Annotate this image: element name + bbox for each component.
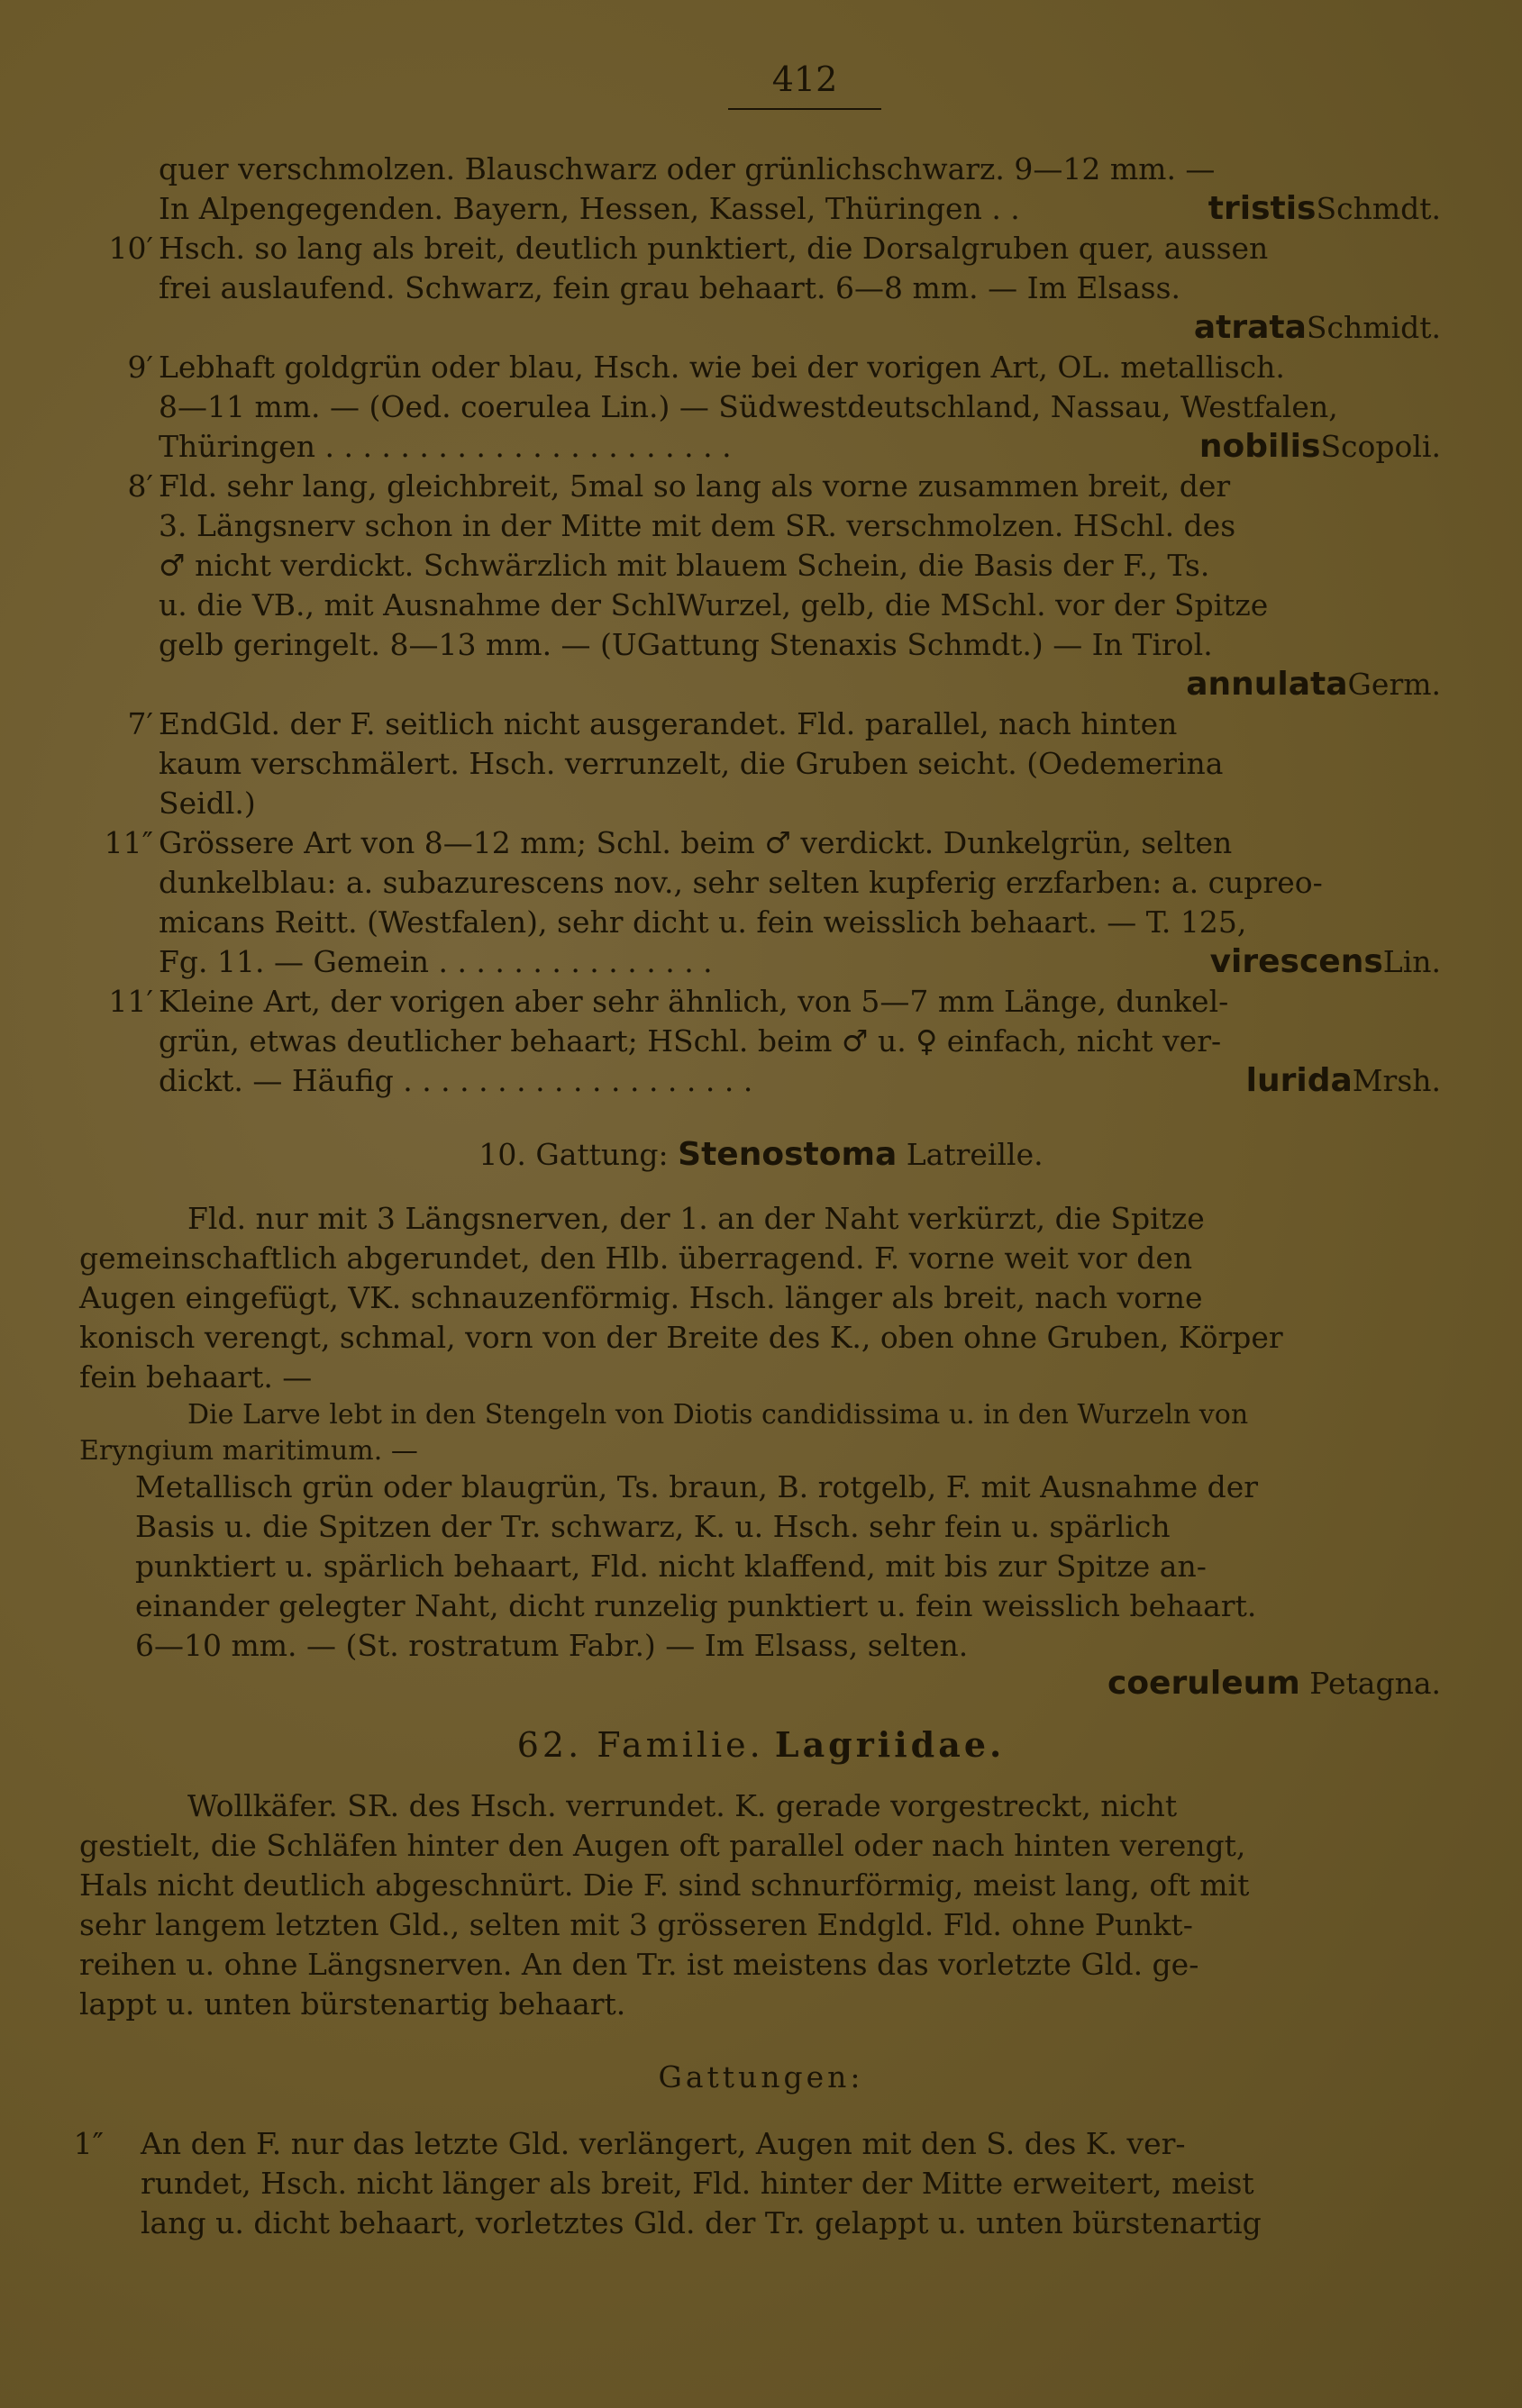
genera-heading	[0, 2057, 1522, 2098]
species-entry	[1210, 941, 1441, 983]
key-text: ♂ nicht verdickt. Schwärzlich mit blauem Schein, die Basis der F., Ts.	[159, 548, 1210, 583]
family_lines-text: gestielt, die Schläfen hinter den Augen oft parallel oder nach hinten verengt,	[79, 1828, 1246, 1863]
genus_lines-text: konisch verengt, schmal, vorn von der Breite des K., oben ohne Gruben, Körper	[79, 1320, 1283, 1355]
final-key-line	[0, 2203, 1522, 2244]
species_lines-text: punktiert u. spärlich behaart, Fld. nicht klaffend, mit bis zur Spitze an-	[135, 1549, 1207, 1584]
page-number: 412	[771, 59, 838, 99]
key-line	[0, 426, 1522, 468]
key-line	[0, 902, 1522, 943]
species-author: Schmdt.	[1316, 191, 1441, 226]
species_lines-line	[0, 1586, 1522, 1627]
couplet-number: 7′	[127, 706, 153, 741]
species-author: Lin.	[1382, 944, 1441, 979]
key-text: u. die VB., mit Ausnahme der SchlWurzel, gelb, die MSchl. vor der Spitze	[159, 587, 1269, 622]
genus_lines-text: Fld. nur mit 3 Längsnerven, der 1. an der Naht verkürzt, die Spitze	[187, 1201, 1205, 1236]
species_lines-line	[0, 1506, 1522, 1548]
key-line	[0, 545, 1522, 586]
key-text: dunkelblau: a. subazurescens nov., sehr selten kupferig erzfarben: a. cupreo-	[159, 865, 1323, 900]
species_lines-line	[0, 1467, 1522, 1508]
family_lines-line	[0, 1786, 1522, 1827]
key-line	[0, 981, 1522, 1022]
key-text	[159, 941, 1441, 983]
key-text: frei auslaufend. Schwarz, fein grau behaart. 6—8 mm. — Im Elsass.	[159, 270, 1181, 305]
couplet-number: 8′	[127, 468, 153, 504]
family_lines-text: Hals nicht deutlich abgeschnürt. Die F. sind schnurförmig, meist lang, oft mit	[79, 1867, 1250, 1903]
key-line	[0, 188, 1522, 230]
key-text-body: In Alpengegenden. Bayern, Hessen, Kassel, Thüringen . .	[159, 191, 1020, 226]
key-text: Hsch. so lang als breit, deutlich punktiert, die Dorsalgruben quer, aussen	[159, 231, 1269, 266]
species_lines-text: einander gelegter Naht, dicht runzelig punktiert u. fein weisslich behaart.	[135, 1588, 1257, 1623]
family_lines-text: Wollkäfer. SR. des Hsch. verrundet. K. gerade vorgestreckt, nicht	[187, 1788, 1178, 1823]
species-name: tristis	[1208, 190, 1317, 227]
family-heading-prefix: 62. Familie.	[516, 1725, 764, 1765]
species-entry	[1208, 188, 1441, 230]
page-number-rule	[728, 108, 881, 110]
key-line	[0, 704, 1522, 745]
species-name: nobilis	[1198, 428, 1321, 465]
key-line	[0, 505, 1522, 547]
key-line	[0, 664, 1522, 705]
species-entry	[1199, 426, 1441, 468]
larva_lines-text: Die Larve lebt in den Stengeln von Diotis candidissima u. in den Wurzeln von	[187, 1399, 1249, 1431]
species-author: Germ.	[1347, 667, 1441, 702]
species-author: Scopoli.	[1320, 429, 1441, 464]
couplet-number: 1″	[73, 2126, 104, 2161]
genus_lines-text: Augen eingefügt, VK. schnauzenförmig. Hsch. länger als breit, nach vorne	[79, 1280, 1203, 1315]
family_lines-line	[0, 1944, 1522, 1985]
genus-heading-name: Stenostoma	[678, 1136, 898, 1173]
family-heading	[0, 1724, 1522, 1766]
couplet-number: 11″	[104, 825, 153, 860]
species-name: atrata	[1193, 309, 1307, 346]
key-text-body: Thüringen . . . . . . . . . . . . . . . . . . . . . .	[159, 429, 732, 464]
species_lines-text: Metallisch grün oder blaugrün, Ts. braun, B. rotgelb, F. mit Ausnahme der	[135, 1469, 1259, 1504]
genus_lines-text: fein behaart. —	[79, 1359, 313, 1395]
family_lines-text: reihen u. ohne Längsnerven. An den Tr. ist meistens das vorletzte Gld. ge-	[79, 1947, 1199, 1982]
family_lines-text: lappt u. unten bürstenartig behaart.	[79, 1986, 626, 2022]
final-key-line	[0, 2163, 1522, 2204]
species-name: annulata	[1186, 666, 1348, 703]
key-text: Fld. sehr lang, gleichbreit, 5mal so lang als vorne zusammen breit, der	[159, 468, 1231, 504]
species-author: Petagna.	[1309, 1666, 1441, 1701]
key-text: quer verschmolzen. Blauschwarz oder grünlichschwarz. 9—12 mm. —	[159, 151, 1216, 186]
species-name: virescens	[1209, 943, 1383, 980]
genus_lines-line	[0, 1277, 1522, 1319]
genus_lines-line	[0, 1198, 1522, 1240]
key-text: lang u. dicht behaart, vorletztes Gld. der Tr. gelappt u. unten bürstenartig	[141, 2205, 1262, 2240]
key-line	[0, 307, 1522, 349]
genera-heading-text: Gattungen:	[658, 2059, 864, 2095]
key-line	[0, 862, 1522, 904]
species_lines-text: Basis u. die Spitzen der Tr. schwarz, K. u. Hsch. sehr fein u. spärlich	[135, 1509, 1171, 1544]
species_lines-line	[0, 1546, 1522, 1587]
key-line	[0, 783, 1522, 824]
genus-heading-prefix: 10. Gattung:	[478, 1137, 669, 1172]
key-text-body: dickt. — Häufig . . . . . . . . . . . . . . . . . . .	[159, 1063, 753, 1098]
key-text	[159, 426, 1441, 468]
genus_lines-text: gemeinschaftlich abgerundet, den Hlb. überragend. F. vorne weit vor den	[79, 1240, 1193, 1276]
key-text: An den F. nur das letzte Gld. verlängert, Augen mit den S. des K. ver-	[141, 2126, 1186, 2161]
key-line	[0, 585, 1522, 626]
key-line	[0, 347, 1522, 388]
key-line	[0, 268, 1522, 309]
species-entry	[1246, 1060, 1441, 1102]
key-text: gelb geringelt. 8—13 mm. — (UGattung Stenaxis Schmdt.) — In Tirol.	[159, 627, 1213, 662]
genus-heading-author: Latreille.	[906, 1137, 1044, 1172]
key-line	[0, 228, 1522, 269]
key-text: Lebhaft goldgrün oder blau, Hsch. wie bei der vorigen Art, OL. metallisch.	[159, 350, 1285, 385]
key-text: Grössere Art von 8—12 mm; Schl. beim ♂ verdickt. Dunkelgrün, selten	[159, 825, 1233, 860]
family_lines-line	[0, 1984, 1522, 2025]
species_lines-line	[0, 1625, 1522, 1667]
species-author: Mrsh.	[1352, 1063, 1441, 1098]
key-text-body: Fg. 11. — Gemein . . . . . . . . . . . . . . .	[159, 944, 713, 979]
key-text: 3. Längsnerv schon in der Mitte mit dem SR. verschmolzen. HSchl. des	[159, 508, 1236, 543]
key-line	[0, 743, 1522, 785]
key-text	[159, 664, 1441, 705]
key-text: Kleine Art, der vorigen aber sehr ähnlich, von 5—7 mm Länge, dunkel-	[159, 984, 1229, 1019]
key-line	[0, 822, 1522, 864]
key-line	[0, 941, 1522, 983]
species-author: Schmidt.	[1306, 310, 1441, 345]
genus-heading	[0, 1134, 1522, 1176]
key-line	[0, 149, 1522, 190]
species-name: lurida	[1245, 1062, 1353, 1099]
key-line	[0, 386, 1522, 428]
species_lines-text: 6—10 mm. — (St. rostratum Fabr.) — Im Elsass, selten.	[135, 1628, 969, 1663]
key-text: grün, etwas deutlicher behaart; HSchl. beim ♂ u. ♀ einfach, nicht ver-	[159, 1023, 1222, 1059]
species-entry	[1186, 664, 1441, 705]
key-text: kaum verschmälert. Hsch. verrunzelt, die Gruben seicht. (Oedemerina	[159, 746, 1224, 781]
species-final-line	[0, 1663, 1522, 1704]
key-text	[159, 1060, 1441, 1102]
family_lines-text: sehr langem letzten Gld., selten mit 3 grösseren Endgld. Fld. ohne Punkt-	[79, 1907, 1193, 1942]
couplet-number: 11′	[108, 984, 153, 1019]
key-line	[0, 466, 1522, 507]
family_lines-line	[0, 1825, 1522, 1867]
key-text: 8—11 mm. — (Oed. coerulea Lin.) — Südwestdeutschland, Nassau, Westfalen,	[159, 389, 1338, 424]
family_lines-line	[0, 1865, 1522, 1906]
key-text: rundet, Hsch. nicht länger als breit, Fld. hinter der Mitte erweitert, meist	[141, 2166, 1254, 2201]
larva_lines-text: Eryngium maritimum. —	[79, 1435, 418, 1467]
species-name: coeruleum	[1107, 1665, 1300, 1702]
key-line	[0, 624, 1522, 666]
key-text	[159, 307, 1441, 349]
key-text	[159, 188, 1441, 230]
key-text: Seidl.)	[159, 786, 256, 821]
genus_lines-line	[0, 1238, 1522, 1279]
key-text: micans Reitt. (Westfalen), sehr dicht u. fein weisslich behaart. — T. 125,	[159, 904, 1247, 940]
species-entry	[1194, 307, 1441, 349]
key-text: EndGld. der F. seitlich nicht ausgerandet. Fld. parallel, nach hinten	[159, 706, 1178, 741]
final-key-line	[0, 2123, 1522, 2165]
family_lines-line	[0, 1904, 1522, 1946]
key-line	[0, 1060, 1522, 1102]
couplet-number: 9′	[127, 350, 153, 385]
genus_lines-line	[0, 1317, 1522, 1358]
couplet-number: 10′	[108, 231, 153, 266]
genus_lines-line	[0, 1357, 1522, 1398]
key-line	[0, 1021, 1522, 1062]
family-heading-name: Lagriidae.	[774, 1724, 1006, 1765]
